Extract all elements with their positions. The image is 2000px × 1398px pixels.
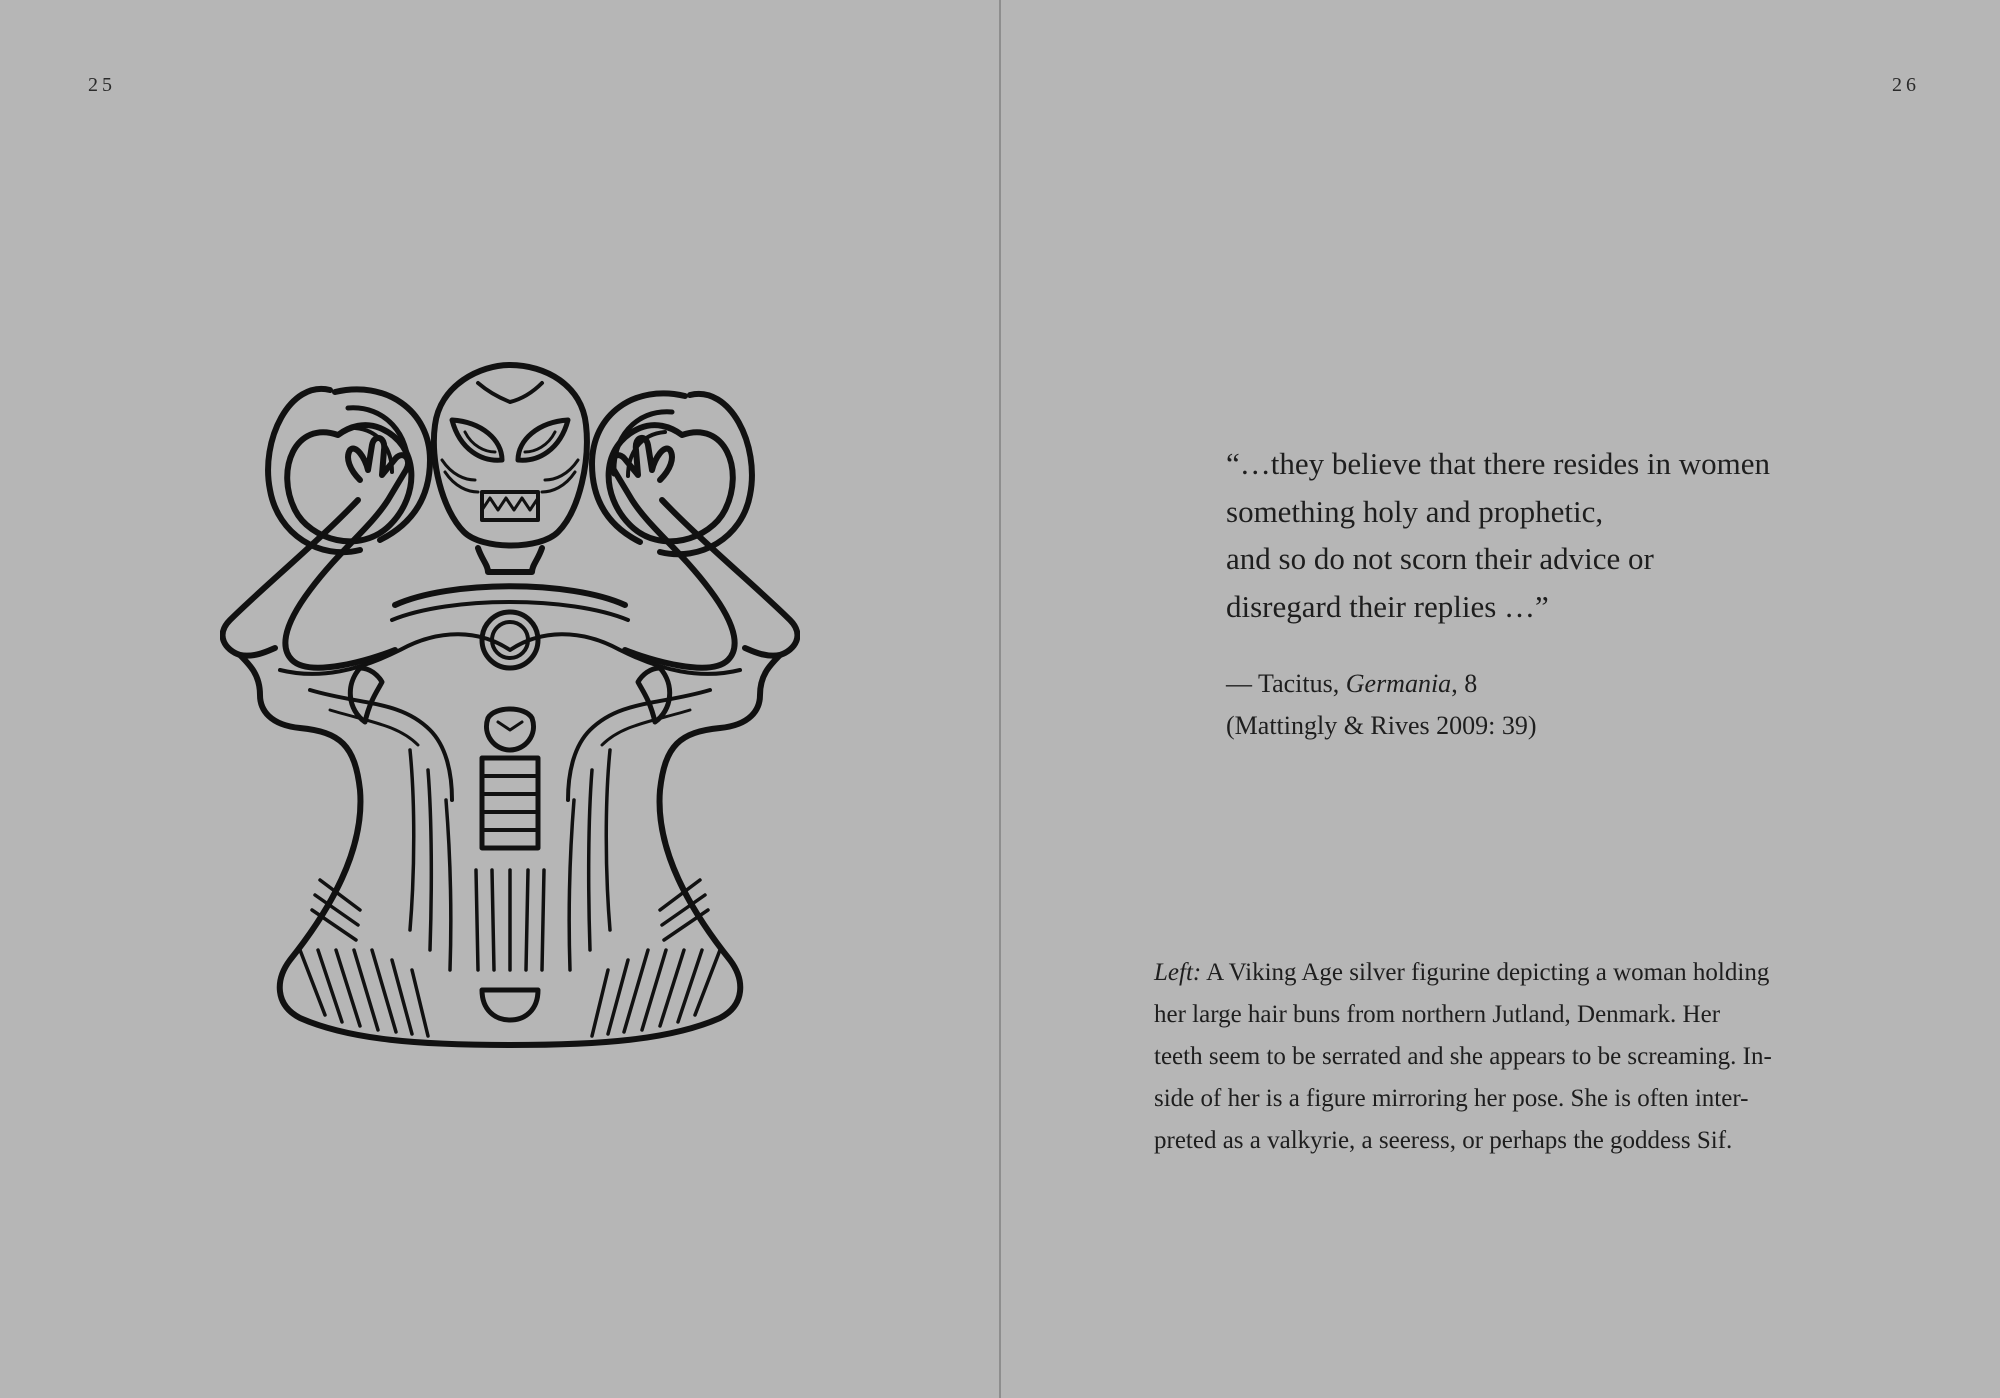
attribution-citation: (Mattingly & Rives 2009: 39) (1226, 711, 1537, 740)
inner-ladder (482, 758, 538, 848)
quote-line: something holy and prophetic, (1226, 493, 1604, 529)
caption-line: teeth seem to be serrated and she appears to be screaming. In- (1154, 1043, 1772, 1070)
caption-line: Left: A Viking Age silver figurine depicting a woman holding (1154, 959, 1770, 986)
attribution-suffix: , 8 (1451, 669, 1478, 698)
quote-attribution (1226, 663, 1866, 747)
caption-line: her large hair buns from northern Jutland, Denmark. Her (1154, 1001, 1721, 1028)
inner-hand-left (350, 668, 382, 722)
attribution-prefix: — Tacitus, (1226, 669, 1346, 698)
caption-label: Left: (1154, 959, 1202, 986)
caption-line: preted as a valkyrie, a seeress, or perhaps the goddess Sif. (1154, 1127, 1733, 1154)
attribution-work: Germania (1345, 669, 1452, 698)
inner-hand-right (638, 668, 670, 722)
figure-caption (1154, 952, 1854, 1162)
attribution-source (1226, 663, 1866, 705)
epigraph-quote (1226, 440, 1866, 630)
figurine-head (434, 365, 587, 546)
left-page (0, 0, 999, 1398)
figurine-neck (478, 548, 542, 572)
right-page (1001, 0, 2000, 1398)
caption-line: side of her is a figure mirroring her pose. She is often inter- (1154, 1085, 1749, 1112)
quote-line: disregard their replies …” (1226, 588, 1549, 624)
viking-figurine-icon (220, 350, 800, 1070)
quote-line: and so do not scorn their advice or (1226, 541, 1654, 576)
page-number-right: 26 (1892, 74, 1920, 96)
quote-line: “…they believe that there resides in women (1226, 446, 1771, 481)
page-number-left: 25 (88, 74, 116, 96)
figurine-arms (223, 438, 798, 668)
figurine-body (240, 586, 780, 1045)
skirt-bowl (482, 990, 538, 1020)
